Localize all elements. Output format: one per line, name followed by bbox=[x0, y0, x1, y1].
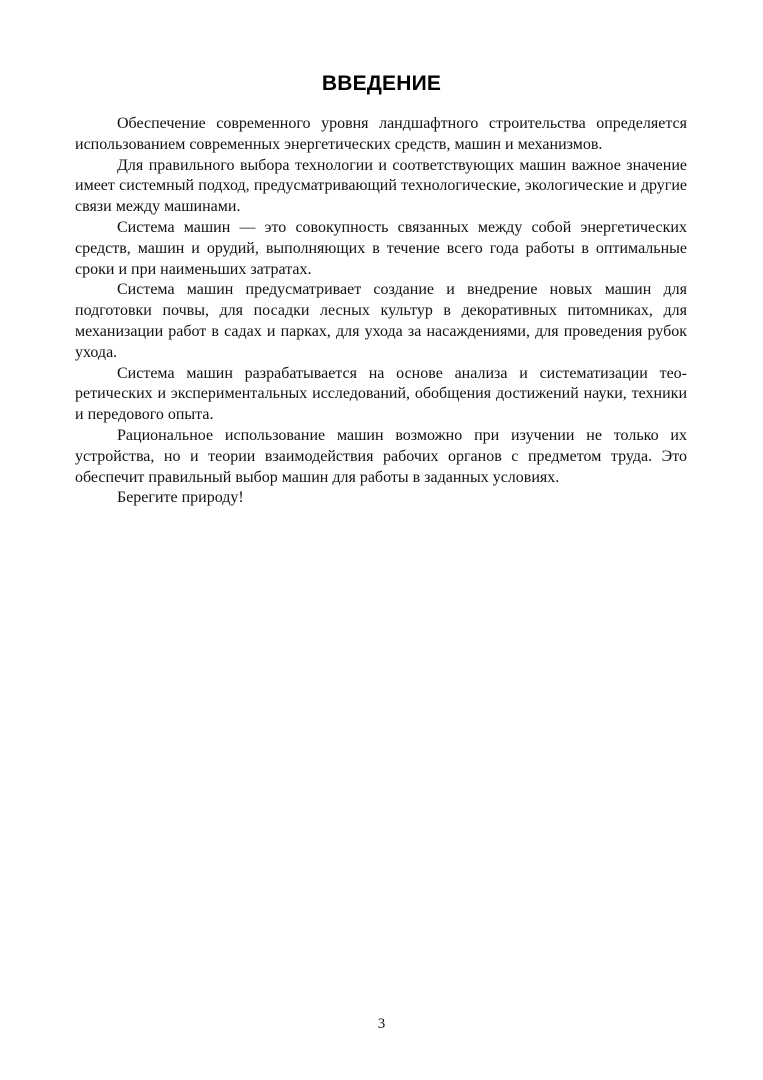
closing-line: Берегите природу! bbox=[117, 489, 244, 507]
paragraph: Для правильного выбора технологии и соответствующих машин важное значение имеет системный подход, предусматривающий технологические, экологические и другие связи между машинами. bbox=[75, 156, 687, 216]
paragraph: Обеспечение современного уровня ландшафтного строительства определяется использованием современных энергетических средств, машин и механизмов. bbox=[75, 115, 687, 153]
page-title: ВВЕДЕНИЕ bbox=[321, 72, 442, 95]
introduction-text bbox=[75, 114, 687, 509]
paragraph: Система машин разрабатывается на основе анализа и систематизации теоретических и экспериментальных исследований, обобщения достижений науки, техники и передового опыта. bbox=[75, 364, 687, 424]
paragraph: Рациональное использование машин возможно при изучении не только их устройства, но и теории взаимодействия рабочих органов с предметом труда. Это обеспечит правильный выбор машин для работы в заданных условиях. bbox=[75, 426, 687, 486]
paragraph: Система машин предусматривает создание и внедрение новых машин для подготовки почвы, для посадки лесных культур в декоративных питомниках, для механизации работ в садах и парках, для ухода за насаждениями, для проведения рубок ухода. bbox=[75, 281, 687, 361]
paragraph: Система машин — это совокупность связанных между собой энергетических средств, машин и орудий, выполняющих в течение всего года работы в оптимальные сроки и при наименьших затратах. bbox=[75, 218, 687, 278]
page-number: 3 bbox=[377, 1016, 386, 1032]
